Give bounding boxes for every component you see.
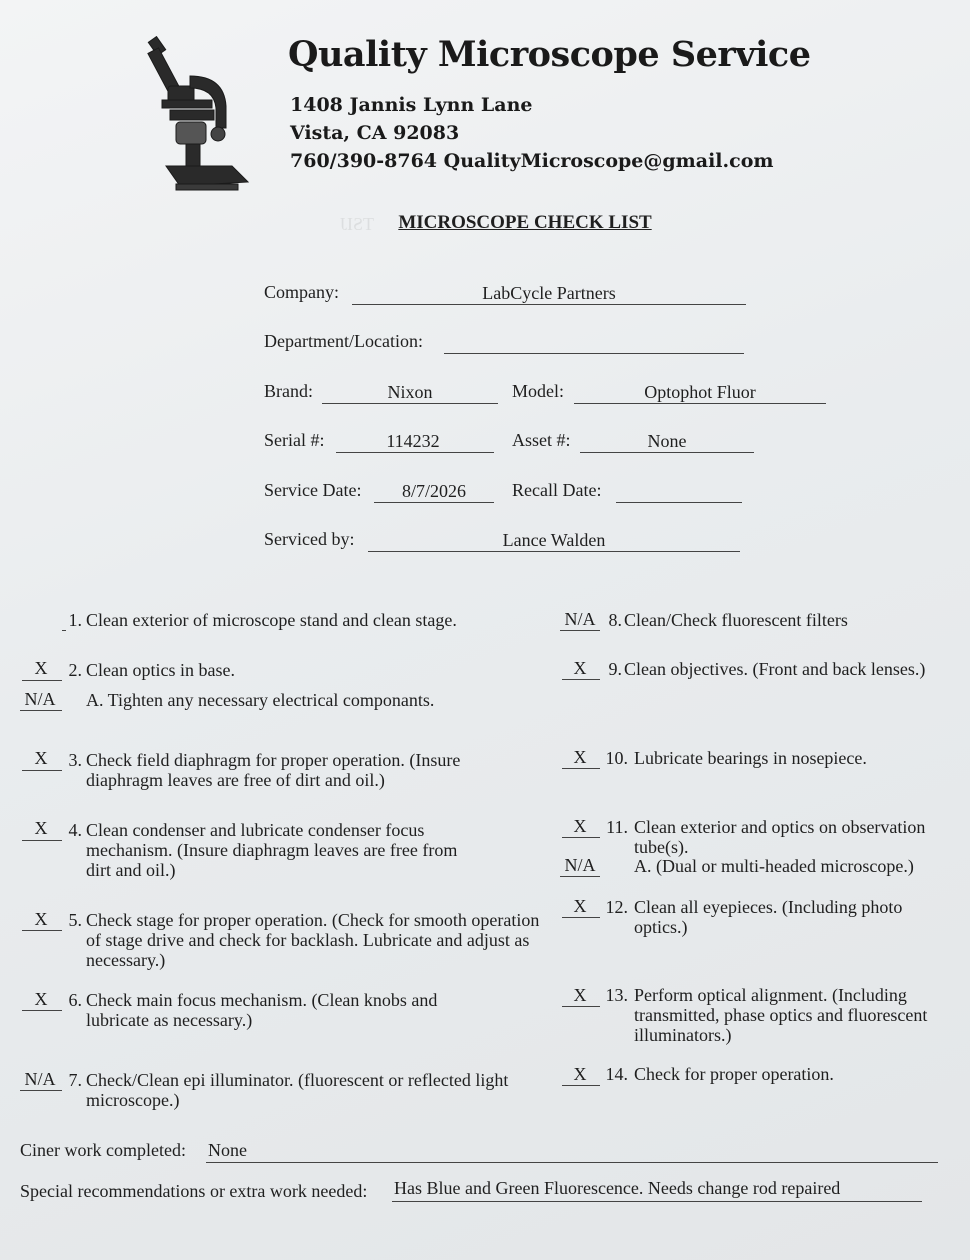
service-date-underline bbox=[374, 502, 494, 503]
item-number: 9. bbox=[608, 659, 622, 679]
company-label: Company: bbox=[264, 282, 339, 302]
serviced-by-underline bbox=[368, 551, 740, 552]
check-mark-line bbox=[62, 630, 66, 631]
item-text: Clean exterior and optics on observation tube(s). bbox=[634, 817, 926, 857]
check-mark[interactable]: N/A bbox=[24, 689, 56, 709]
item-number: 1. bbox=[68, 610, 82, 630]
check-mark[interactable]: N/A bbox=[24, 1069, 56, 1089]
company-field[interactable]: LabCycle Partners bbox=[482, 283, 616, 303]
item-text: Clean condenser and lubricate condenser focus mechanism. (Insure diaphragm leaves are free from dirt and oil.) bbox=[86, 820, 458, 880]
check-mark-line bbox=[22, 680, 62, 681]
address-line-2: Vista, CA 92083 bbox=[290, 122, 460, 144]
special-recommendations-underline bbox=[392, 1201, 922, 1202]
check-mark-line bbox=[560, 876, 600, 877]
company-underline bbox=[352, 304, 746, 305]
item-text: Clean objectives. (Front and back lenses.) bbox=[624, 659, 926, 679]
document-title: MICROSCOPE CHECK LIST bbox=[398, 212, 652, 233]
recall-date-underline bbox=[616, 502, 742, 503]
brand-label: Brand: bbox=[264, 381, 313, 401]
asset-underline bbox=[580, 452, 754, 453]
check-mark[interactable]: X bbox=[573, 985, 587, 1005]
check-mark-line bbox=[22, 840, 62, 841]
item-text: Check/Clean epi illuminator. (fluorescent or reflected light microscope.) bbox=[86, 1070, 509, 1110]
service-date-label: Service Date: bbox=[264, 480, 362, 500]
item-number: 2. bbox=[68, 660, 82, 680]
check-mark-line bbox=[22, 930, 62, 931]
brand-field[interactable]: Nixon bbox=[387, 382, 433, 402]
phone-email: 760/390-8764 QualityMicroscope@gmail.com bbox=[290, 150, 774, 172]
check-mark[interactable]: X bbox=[573, 816, 587, 836]
item-text: Check stage for proper operation. (Check for smooth operation of stage drive and check for backlash. Lubricate and adjust as necessary.) bbox=[86, 910, 540, 970]
check-mark[interactable]: X bbox=[34, 989, 48, 1009]
item-number: 3. bbox=[68, 750, 82, 770]
serial-underline bbox=[336, 452, 494, 453]
item-number: 4. bbox=[68, 820, 82, 840]
check-mark-line bbox=[562, 1006, 600, 1007]
check-mark-line bbox=[562, 917, 600, 918]
check-mark[interactable]: X bbox=[573, 896, 587, 916]
item-text: Check for proper operation. bbox=[634, 1064, 834, 1084]
item-number: 6. bbox=[68, 990, 82, 1010]
check-mark-line bbox=[562, 768, 600, 769]
item-number: 11. bbox=[606, 817, 628, 837]
service-date-field[interactable]: 8/7/2026 bbox=[401, 481, 466, 501]
item-number: 12. bbox=[605, 897, 628, 917]
item-text: Lubricate bearings in nosepiece. bbox=[634, 748, 867, 768]
item-text: A. Tighten any necessary electrical componants. bbox=[86, 690, 435, 710]
check-mark[interactable]: X bbox=[573, 1064, 587, 1084]
check-mark[interactable]: X bbox=[34, 909, 48, 929]
model-field[interactable]: Optophot Fluor bbox=[644, 382, 756, 402]
model-label: Model: bbox=[512, 381, 564, 401]
check-mark[interactable]: X bbox=[34, 658, 48, 678]
check-mark[interactable]: X bbox=[573, 747, 587, 767]
item-number: 10. bbox=[605, 748, 628, 768]
check-mark-line bbox=[560, 630, 600, 631]
item-text: Clean exterior of microscope stand and clean stage. bbox=[86, 610, 457, 630]
special-recommendations-label: Special recommendations or extra work needed: bbox=[20, 1181, 368, 1201]
check-mark-line bbox=[20, 1090, 62, 1091]
company-name: Quality Microscope Service bbox=[288, 34, 811, 75]
check-mark[interactable]: X bbox=[34, 818, 48, 838]
check-mark[interactable]: X bbox=[34, 748, 48, 768]
address-line-1: 1408 Jannis Lynn Lane bbox=[290, 94, 533, 116]
item-number: 5. bbox=[68, 910, 82, 930]
item-text: Clean optics in base. bbox=[86, 660, 235, 680]
asset-label: Asset #: bbox=[512, 430, 571, 450]
serviced-by-field[interactable]: Lance Walden bbox=[502, 530, 606, 550]
check-mark[interactable]: X bbox=[573, 658, 587, 678]
recall-date-label: Recall Date: bbox=[512, 480, 602, 500]
serial-label: Serial #: bbox=[264, 430, 325, 450]
check-mark-line bbox=[22, 770, 62, 771]
check-mark-line bbox=[562, 1085, 600, 1086]
item-number: 13. bbox=[605, 985, 628, 1005]
item-text: Clean all eyepieces. (Including photo optics.) bbox=[634, 897, 903, 937]
asset-field[interactable]: None bbox=[647, 431, 687, 451]
item-text: Check field diaphragm for proper operation. (Insure diaphragm leaves are free of dirt and oil.) bbox=[86, 750, 461, 790]
microscope-icon bbox=[146, 36, 252, 192]
item-number: 7. bbox=[68, 1070, 82, 1090]
check-mark-line bbox=[20, 710, 62, 711]
check-mark-line bbox=[22, 1010, 62, 1011]
serviced-by-label: Serviced by: bbox=[264, 529, 355, 549]
check-mark-line bbox=[562, 837, 600, 838]
item-number: 14. bbox=[605, 1064, 628, 1084]
item-text: Perform optical alignment. (Including transmitted, phase optics and fluorescent illuminators.) bbox=[634, 985, 928, 1045]
special-recommendations-field[interactable]: Has Blue and Green Fluorescence. Needs change rod repaired bbox=[394, 1178, 841, 1198]
item-text: Clean/Check fluorescent filters bbox=[624, 610, 848, 630]
brand-underline bbox=[322, 403, 498, 404]
item-text: Check main focus mechanism. (Clean knobs and lubricate as necessary.) bbox=[86, 990, 438, 1030]
model-underline bbox=[574, 403, 826, 404]
other-work-underline bbox=[206, 1162, 938, 1163]
department-underline bbox=[444, 353, 744, 354]
other-work-label: Ciner work completed: bbox=[20, 1140, 186, 1160]
item-number: 8. bbox=[608, 610, 622, 630]
bleed-through-text: TSIJ bbox=[340, 214, 375, 234]
check-mark[interactable]: N/A bbox=[564, 609, 596, 629]
item-text: A. (Dual or multi-headed microscope.) bbox=[634, 856, 914, 876]
department-label: Department/Location: bbox=[264, 331, 423, 351]
other-work-field[interactable]: None bbox=[208, 1140, 247, 1160]
check-mark-line bbox=[562, 679, 600, 680]
check-mark[interactable]: N/A bbox=[564, 855, 596, 875]
serial-field[interactable]: 114232 bbox=[386, 431, 440, 451]
